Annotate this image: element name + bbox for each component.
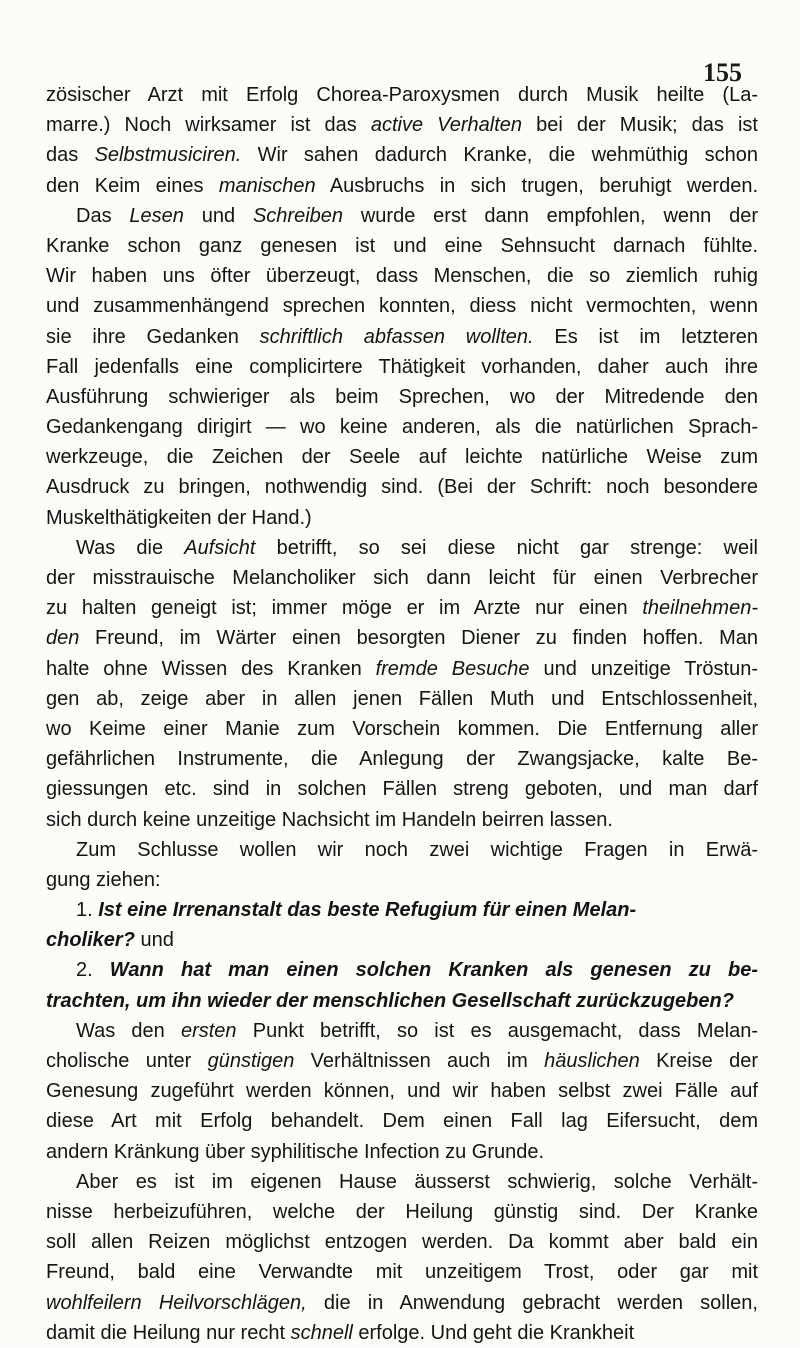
- text-run: den Keim eines: [46, 174, 219, 197]
- text-line: [46, 925, 758, 955]
- text-run: 1.: [76, 899, 99, 922]
- text-run: erfolge. Und geht die Krankheit: [352, 1321, 635, 1344]
- text-run: nisse herbeizuführen, welche der Heilung günstig sind. Der Kranke: [46, 1200, 758, 1223]
- text-run: Ausführung schwieriger als beim Sprechen, wo der Mitredende den: [46, 385, 758, 408]
- text-run: das: [46, 144, 95, 167]
- text-line: [46, 171, 758, 201]
- emphasized-text: günstigen: [207, 1050, 295, 1072]
- emphasized-text: active Verhalten: [370, 114, 523, 137]
- text-run: der misstrauische Melancholiker sich dann leicht für einen Verbrecher: [46, 567, 758, 589]
- text-line: [46, 654, 758, 684]
- emphasized-text: choliker?: [46, 929, 135, 952]
- text-line: [46, 684, 758, 714]
- text-run: sich durch keine unzeitige Nachsicht im Handeln beirren lassen.: [46, 808, 613, 831]
- text-line: [46, 1288, 758, 1318]
- text-run: werkzeuge, die Zeichen der Seele auf leichte natürliche Weise zum: [46, 446, 758, 469]
- text-line: [46, 774, 758, 804]
- emphasized-text: den: [46, 627, 80, 650]
- text-run: wurde erst dann empfohlen, wenn der: [343, 204, 759, 227]
- text-line: [46, 1197, 758, 1227]
- text-line: [46, 140, 758, 170]
- text-line: [46, 503, 758, 533]
- text-line: [46, 1046, 758, 1076]
- text-line: [46, 835, 758, 865]
- text-run: andern Kränkung über syphilitische Infection zu Grunde.: [46, 1140, 545, 1163]
- text-line: [46, 744, 758, 774]
- emphasized-text: Aufsicht: [184, 536, 256, 559]
- text-run: betrifft, so sei diese nicht gar strenge: weil: [255, 536, 758, 559]
- emphasized-text: wohlfeilern Heilvorschlägen,: [46, 1291, 307, 1314]
- text-line: [46, 593, 758, 623]
- text-run: Was den: [76, 1019, 181, 1042]
- text-run: marre.) Noch wirksamer ist das: [46, 114, 371, 137]
- text-line: [46, 291, 758, 321]
- text-run: Genesung zugeführt werden können, und wir haben selbst zwei Fälle auf: [46, 1080, 758, 1103]
- text-run: gefährlichen Instrumente, die Anlegung der Zwangsjacke, kalte Be-: [46, 748, 758, 771]
- text-run: Das: [76, 204, 130, 227]
- text-line: [46, 261, 758, 291]
- text-run: soll allen Reizen möglichst entzogen werden. Da kommt aber bald ein: [46, 1231, 758, 1254]
- emphasized-text: schriftlich abfassen wollten.: [259, 325, 534, 348]
- text-run: Freund, bald eine Verwandte mit unzeitigem Trost, oder gar mit: [46, 1261, 758, 1284]
- text-line: [46, 1016, 758, 1046]
- text-line: [46, 955, 758, 985]
- text-run: bei der Musik; das ist: [522, 114, 758, 137]
- text-line: [46, 1318, 758, 1348]
- text-line: [46, 805, 758, 835]
- text-line: [46, 472, 758, 502]
- text-run: Es ist im letzteren: [533, 325, 758, 348]
- text-run: Wir haben uns öfter überzeugt, dass Menschen, die so ziemlich ruhig: [46, 265, 758, 288]
- text-run: Freund, im Wärter einen besorgten Diener zu finden hoffen. Man: [79, 627, 758, 650]
- emphasized-text: Ist eine Irrenanstalt das beste Refugium für einen Melan-: [98, 899, 637, 922]
- text-run: halte ohne Wissen des Kranken: [46, 657, 376, 680]
- emphasized-text: trachten, um ihn wieder der menschlichen Gesellschaft zurückzugeben?: [46, 989, 734, 1012]
- text-run: Zum Schlusse wollen wir noch zwei wichtige Fragen in Erwä-: [76, 838, 758, 861]
- text-run: Muskelthätigkeiten der Hand.): [46, 506, 312, 529]
- text-line: [46, 563, 758, 593]
- text-run: giessungen etc. sind in solchen Fällen streng geboten, und man darf: [46, 778, 758, 801]
- text-line: [46, 1076, 758, 1106]
- text-line: [46, 352, 758, 382]
- emphasized-text: schnell: [290, 1321, 353, 1344]
- text-run: und: [134, 929, 174, 952]
- text-line: [46, 1106, 758, 1136]
- emphasized-text: fremde Besuche: [375, 657, 530, 680]
- text-run: und: [183, 204, 253, 227]
- text-line: [46, 231, 758, 261]
- text-line: [46, 442, 758, 472]
- text-run: gung ziehen:: [46, 868, 161, 891]
- text-run: Ausbruchs in sich trugen, beruhigt werden.: [315, 174, 758, 197]
- text-run: Ausdruck zu bringen, nothwendig sind. (Bei der Schrift: noch besondere: [46, 476, 758, 499]
- text-run: sie ihre Gedanken: [46, 325, 260, 348]
- text-line: [46, 1227, 758, 1257]
- text-run: zösischer Arzt mit Erfolg Chorea-Paroxysmen durch Musik heilte (La-: [46, 84, 758, 106]
- emphasized-text: Lesen: [129, 204, 184, 227]
- text-line: [46, 201, 758, 231]
- text-line: [46, 110, 758, 140]
- text-run: zu halten geneigt ist; immer möge er im Arzte nur einen: [46, 597, 643, 620]
- text-line: [46, 322, 758, 352]
- text-line: [46, 533, 758, 563]
- body-text: [46, 80, 758, 1348]
- text-run: Fall jedenfalls eine complicirtere Thätigkeit vorhanden, daher auch ihre: [46, 355, 758, 378]
- text-line: [46, 382, 758, 412]
- emphasized-text: manischen: [218, 174, 316, 197]
- text-run: Verhältnissen auch im: [294, 1050, 545, 1072]
- text-run: 2.: [76, 959, 110, 982]
- text-line: [46, 865, 758, 895]
- emphasized-text: ersten: [180, 1019, 237, 1042]
- text-run: Kreise der: [639, 1050, 759, 1072]
- text-run: Was die: [76, 536, 185, 559]
- text-run: Wir sahen dadurch Kranke, die wehmüthig schon: [241, 144, 758, 167]
- text-run: diese Art mit Erfolg behandelt. Dem einen Fall lag Eifersucht, dem: [46, 1110, 758, 1133]
- text-line: [46, 80, 758, 110]
- emphasized-text: häuslichen: [544, 1050, 640, 1072]
- text-run: und unzeitige Tröstun-: [529, 657, 758, 680]
- text-run: die in Anwendung gebracht werden sollen,: [306, 1291, 758, 1314]
- emphasized-text: Wann hat man einen solchen Kranken als genesen zu be-: [109, 959, 758, 982]
- text-run: Kranke schon ganz genesen ist und eine Sehnsucht darnach fühlte.: [46, 234, 758, 257]
- text-run: Aber es ist im eigenen Hause äusserst schwierig, solche Verhält-: [76, 1170, 758, 1193]
- text-line: [46, 986, 758, 1016]
- text-line: [46, 1137, 758, 1167]
- text-run: gen ab, zeige aber in allen jenen Fällen Muth und Entschlossenheit,: [46, 687, 758, 710]
- text-run: Gedankengang dirigirt — wo keine anderen, als die natürlichen Sprach-: [46, 416, 758, 439]
- text-line: [46, 623, 758, 653]
- text-line: [46, 714, 758, 744]
- text-line: [46, 1257, 758, 1287]
- emphasized-text: theilnehmen-: [642, 597, 758, 620]
- text-run: damit die Heilung nur recht: [46, 1321, 291, 1344]
- text-line: [46, 1167, 758, 1197]
- text-run: wo Keime einer Manie zum Vorschein kommen. Die Entfernung aller: [46, 717, 758, 740]
- emphasized-text: Selbstmusiciren.: [94, 144, 242, 167]
- text-run: und zusammenhängend sprechen konnten, diess nicht vermochten, wenn: [46, 295, 758, 318]
- text-run: cholische unter: [46, 1050, 208, 1072]
- text-run: Punkt betrifft, so ist es ausgemacht, dass Melan-: [236, 1019, 758, 1042]
- text-line: [46, 412, 758, 442]
- emphasized-text: Schreiben: [252, 204, 344, 227]
- page-number: 155: [703, 58, 742, 87]
- text-line: [46, 895, 758, 925]
